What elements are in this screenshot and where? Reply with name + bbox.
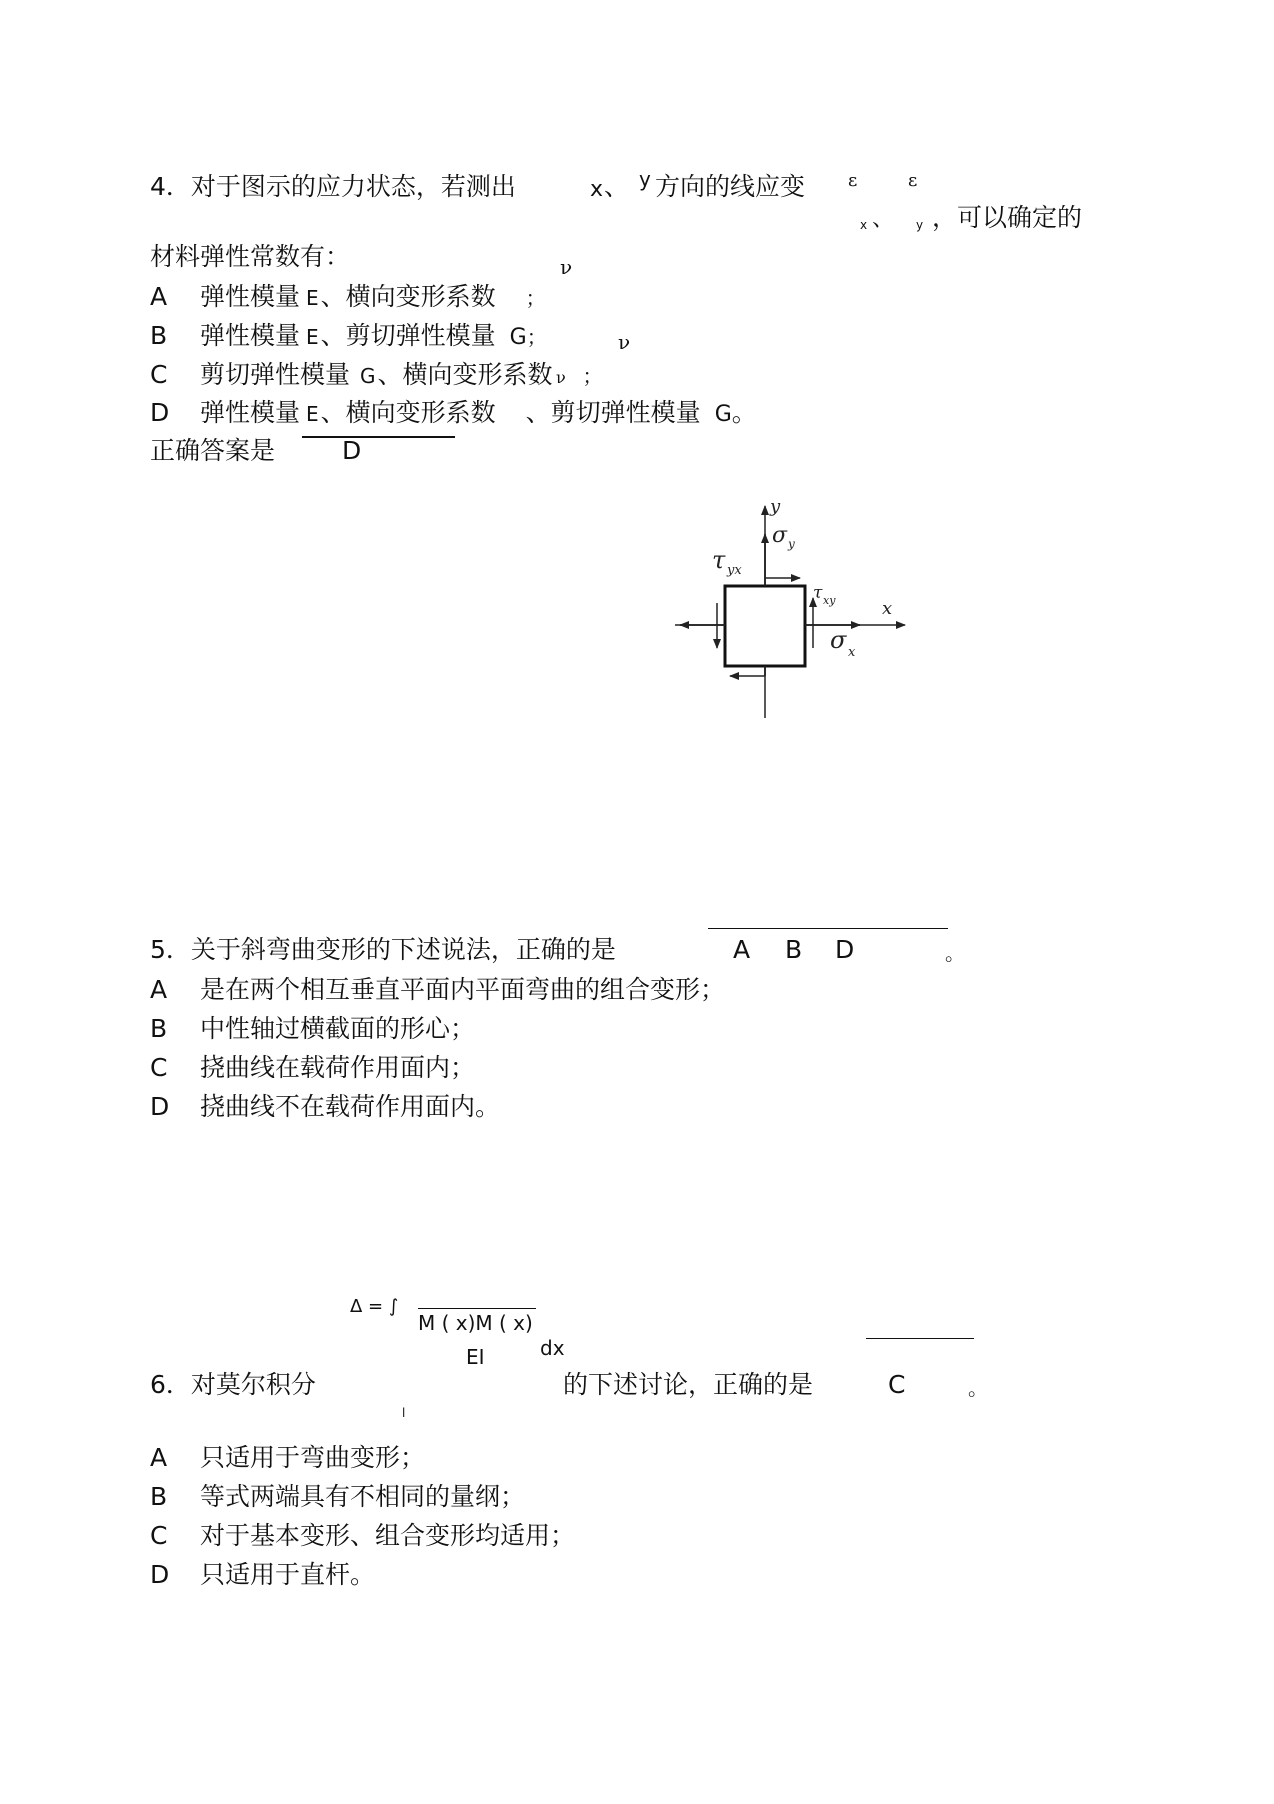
q5-answer-a: A	[733, 935, 751, 964]
option-letter: B	[150, 1014, 168, 1043]
q4-sub-y: y	[916, 218, 924, 232]
q5-end: 。	[945, 941, 965, 965]
label-tau-yx-sub: yx	[727, 563, 742, 578]
option-letter: B	[150, 1482, 168, 1511]
q4-stem-part1: 4．对于图示的应力状态，若测出	[150, 172, 516, 201]
q6-lower-limit: l	[402, 1406, 406, 1420]
q4-option-d: D 弹性模量 E、横向变形系数 、剪切弹性模量 G。	[150, 398, 757, 427]
q6-end: 。	[968, 1376, 988, 1400]
q4-answer-label: 正确答案是	[150, 436, 276, 465]
q4-separator-1: 、	[604, 172, 630, 201]
option-letter: A	[150, 975, 168, 1004]
q4-nu-3: ν	[556, 368, 566, 387]
option-letter: C	[150, 1521, 168, 1550]
q4-sub-x: x	[860, 218, 868, 232]
q6-answer-underline	[866, 1338, 974, 1339]
option-letter: C	[150, 360, 168, 389]
label-tau-yx: τ	[712, 546, 726, 574]
option-letter: A	[150, 282, 168, 311]
stress-element-square	[725, 586, 805, 666]
q4-x-symbol: x	[590, 177, 604, 202]
q4-nu-2: ν	[618, 330, 631, 354]
label-sigma-y-sub: y	[788, 537, 795, 551]
q4-separator-2: 、	[872, 207, 895, 232]
label-sigma-y: σ	[772, 523, 788, 548]
q4-answer-underline	[302, 436, 455, 438]
q4-epsilon-1: ε	[848, 170, 858, 191]
q4-stem-part3: ，可以确定的	[932, 203, 1083, 232]
option-letter: A	[150, 1443, 168, 1472]
option-letter: D	[150, 1560, 170, 1589]
q4-nu-1: ν	[560, 255, 573, 279]
q6-answer: C	[888, 1370, 906, 1399]
stress-element-figure	[670, 498, 910, 728]
q5-option-b: B 中性轴过横截面的形心；	[150, 1014, 476, 1043]
q6-denominator: EI	[466, 1345, 485, 1369]
q5-stem: 5．关于斜弯曲变形的下述说法，正确的是	[150, 935, 616, 964]
option-letter: D	[150, 398, 170, 427]
q4-option-a: A 弹性模量 E、横向变形系数 ；	[150, 282, 546, 311]
q6-dx: dx	[540, 1336, 565, 1360]
label-sigma-x: σ	[830, 626, 847, 654]
option-letter: C	[150, 1053, 168, 1082]
q5-answer-underline	[708, 928, 948, 929]
q5-option-a: A 是在两个相互垂直平面内平面弯曲的组合变形；	[150, 975, 726, 1004]
label-y: y	[770, 498, 781, 517]
q6-option-d: D 只适用于直杆。	[150, 1560, 376, 1589]
label-tau-xy: τ	[813, 583, 823, 603]
q6-option-a: A 只适用于弯曲变形；	[150, 1443, 426, 1472]
q6-formula-lhs: Δ = ∫	[350, 1296, 399, 1317]
q5-answer-b: B	[785, 935, 803, 964]
label-sigma-x-sub: x	[848, 645, 856, 660]
q4-option-c: C 剪切弹性模量 G、横向变形系数 ；	[150, 360, 603, 389]
q4-y-symbol: y	[639, 167, 651, 191]
option-letter: D	[150, 1092, 170, 1121]
q6-numerator: M ( x)M ( x)	[418, 1311, 533, 1335]
label-x: x	[882, 598, 893, 619]
option-letter: B	[150, 321, 168, 350]
q5-option-d: D 挠曲线不在载荷作用面内。	[150, 1092, 501, 1121]
q4-stem-line2: 材料弹性常数有：	[150, 242, 351, 271]
q6-option-c: C 对于基本变形、组合变形均适用；	[150, 1521, 576, 1550]
q5-answer-d: D	[835, 935, 855, 964]
label-tau-xy-sub: xy	[823, 594, 836, 607]
q4-answer: D	[342, 436, 362, 465]
q5-option-c: C 挠曲线在载荷作用面内；	[150, 1053, 476, 1082]
q6-fraction-bar	[418, 1308, 536, 1309]
q6-stem-post: 的下述讨论，正确的是	[563, 1370, 814, 1399]
q4-stem-part2: 方向的线应变	[655, 172, 806, 201]
q6-option-b: B 等式两端具有不相同的量纲；	[150, 1482, 526, 1511]
q4-epsilon-2: ε	[908, 170, 918, 191]
q4-option-b: B 弹性模量 E、剪切弹性模量 G；	[150, 321, 547, 350]
q6-stem-pre: 6．对莫尔积分	[150, 1370, 316, 1399]
